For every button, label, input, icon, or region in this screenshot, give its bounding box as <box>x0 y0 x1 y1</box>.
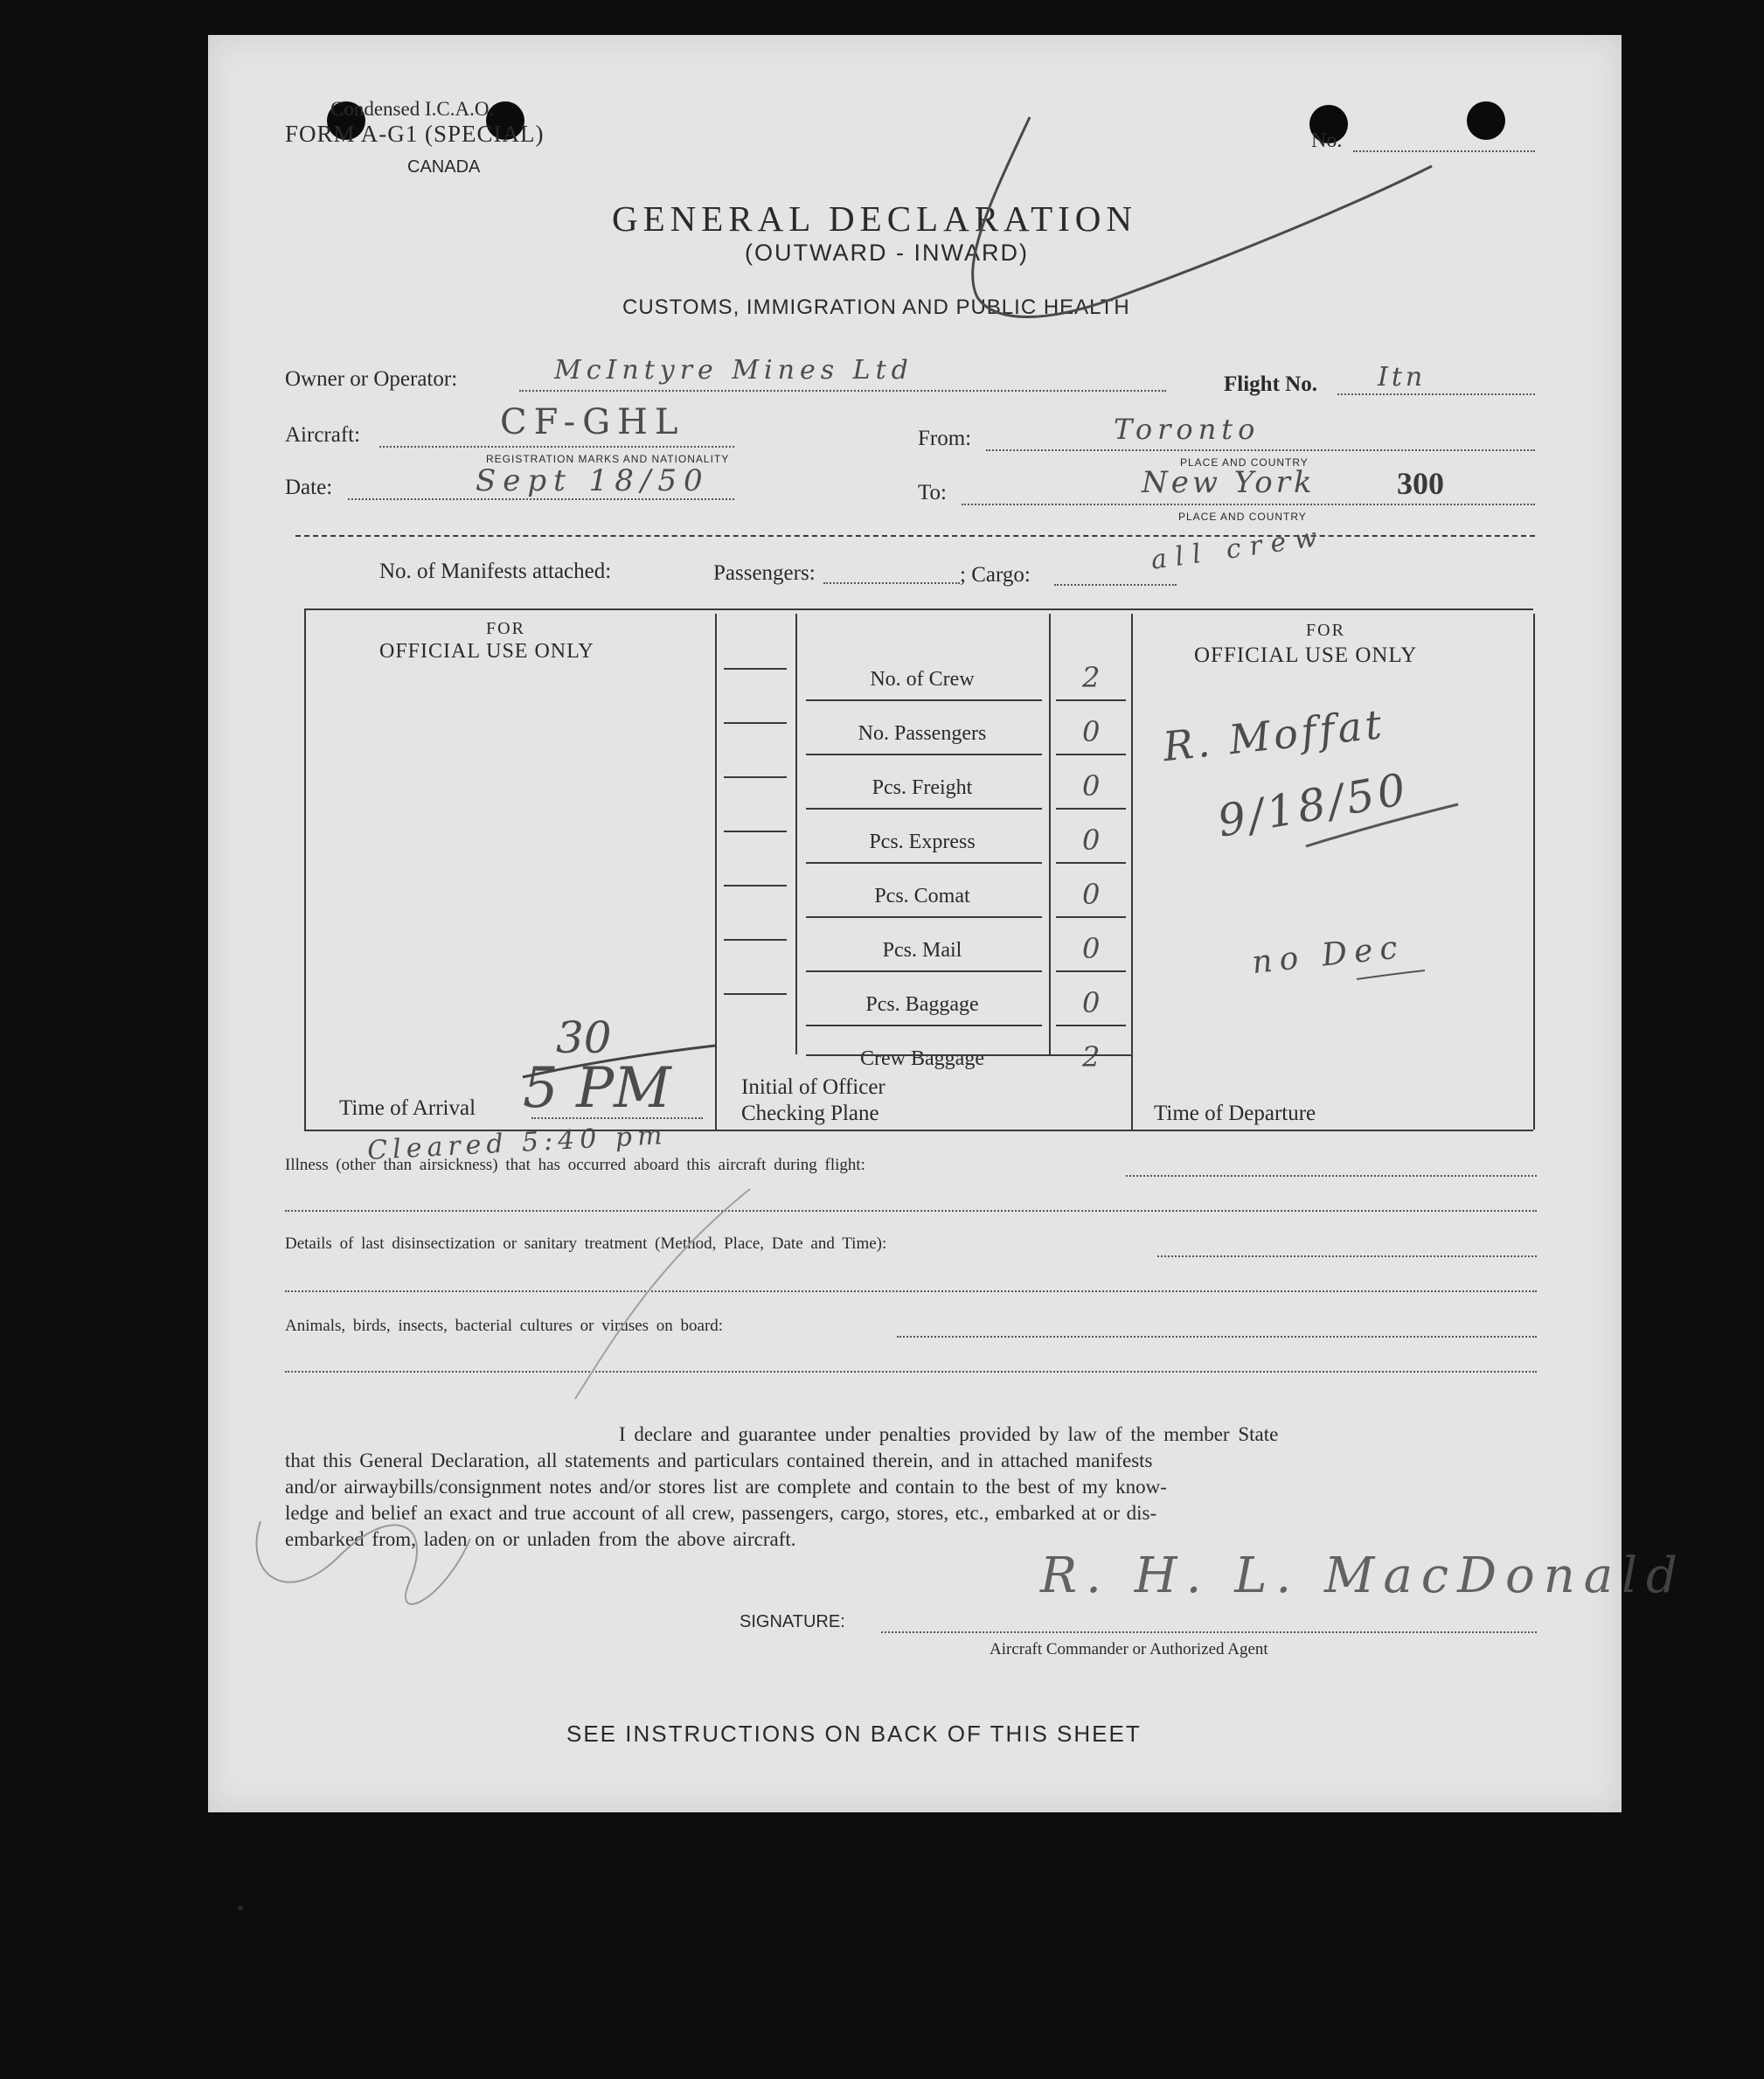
count-label: Pcs. Comat <box>874 885 970 907</box>
page-subtitle: (OUTWARD - INWARD) <box>745 240 1029 266</box>
animals-label: Animals, birds, insects, bacterial cultures or viruses on board: <box>285 1317 724 1335</box>
count-row-rule <box>806 862 1042 864</box>
count-label: No. of Crew <box>870 668 975 691</box>
value-row-rule <box>1056 699 1126 701</box>
value-row-rule <box>1056 862 1126 864</box>
date-label: Date: <box>285 476 333 499</box>
count-label: Pcs. Freight <box>872 776 973 799</box>
signature-label: SIGNATURE: <box>740 1612 845 1631</box>
official-left-for: FOR <box>486 619 525 638</box>
to-line <box>962 504 1535 505</box>
form-number-line <box>1353 150 1535 152</box>
manifests-note: all crew <box>1149 521 1328 576</box>
table-divider <box>1131 614 1133 1130</box>
disinsect-line-2 <box>285 1290 1537 1292</box>
blank-column-rule <box>724 993 787 995</box>
signature-line <box>881 1631 1537 1633</box>
count-value: 2 <box>1082 661 1101 694</box>
form-number-label: No. <box>1311 129 1343 152</box>
header-divider <box>295 535 1535 537</box>
form-id-line2: FORM A-G1 (SPECIAL) <box>285 121 545 147</box>
table-border-left <box>304 608 306 1130</box>
blank-column-rule <box>724 776 787 778</box>
to-stamp: 300 <box>1397 466 1444 501</box>
to-label: To: <box>918 481 947 504</box>
page-subheading: CUSTOMS, IMMIGRATION AND PUBLIC HEALTH <box>622 296 1130 319</box>
official-right-for: FOR <box>1306 621 1345 640</box>
table-top-border <box>304 608 1533 610</box>
form-country: CANADA <box>407 157 481 177</box>
disinsect-label: Details of last disinsectization or sanitary treatment (Method, Place, Date and Time): <box>285 1234 887 1253</box>
count-row-rule <box>806 754 1042 755</box>
aircraft-line <box>379 446 734 448</box>
count-value: 0 <box>1082 769 1101 803</box>
count-value: 0 <box>1082 986 1101 1019</box>
official-left-title: OFFICIAL USE ONLY <box>379 640 594 663</box>
value-row-rule <box>1056 808 1126 810</box>
to-caption: PLACE AND COUNTRY <box>1178 511 1307 523</box>
owner-label: Owner or Operator: <box>285 367 458 391</box>
count-label: Pcs. Mail <box>882 939 962 962</box>
count-label: Pcs. Baggage <box>865 993 979 1016</box>
official-signature-note: R. Moffat <box>1160 699 1387 771</box>
footer-instructions: SEE INSTRUCTIONS ON BACK OF THIS SHEET <box>566 1721 1142 1747</box>
count-label: Pcs. Express <box>869 831 976 853</box>
checking-plane-label: Checking Plane <box>741 1102 879 1125</box>
manifests-cargo-label: ; Cargo: <box>960 563 1031 587</box>
illness-label: Illness (other than airsickness) that has occurred aboard this aircraft during flight: <box>285 1156 865 1174</box>
count-row-rule <box>806 970 1042 972</box>
aircraft-caption: REGISTRATION MARKS AND NATIONALITY <box>486 453 730 465</box>
blank-column-rule <box>724 885 787 887</box>
aircraft-label: Aircraft: <box>285 423 361 447</box>
page-title: GENERAL DECLARATION <box>612 198 1138 239</box>
note-underline <box>1357 970 1425 979</box>
faint-diagonal-scrawl <box>575 1189 750 1399</box>
official-date-note: 9/18/50 <box>1213 763 1413 847</box>
table-divider <box>1049 614 1051 1054</box>
value-row-rule <box>1056 970 1126 972</box>
signature-caption: Aircraft Commander or Authorized Agent <box>990 1640 1268 1658</box>
official-right-title: OFFICIAL USE ONLY <box>1194 643 1418 667</box>
form-id-line1: Condensed I.C.A.O. <box>330 98 495 120</box>
value-row-rule <box>1056 754 1126 755</box>
manifests-passengers-label: Passengers: <box>713 561 816 585</box>
count-value: 0 <box>1082 932 1101 965</box>
signature-value: R. H. L. MacDonald <box>1040 1547 1686 1604</box>
count-label: Crew Baggage <box>860 1047 984 1070</box>
disinsect-line <box>1157 1255 1537 1257</box>
illness-line <box>1126 1175 1537 1177</box>
count-row-rule <box>806 916 1042 918</box>
date-value: Sept 18/50 <box>476 463 710 498</box>
flight-label: Flight No. <box>1224 372 1317 396</box>
arrival-line <box>531 1117 703 1119</box>
arrival-value: 5 PM <box>523 1056 671 1121</box>
manifests-label: No. of Manifests attached: <box>379 560 612 583</box>
owner-value: McIntyre Mines Ltd <box>554 355 913 386</box>
declaration-line: and/or airwaybills/consignment notes and/or stores list are complete and contain to the best of my know- <box>285 1476 1167 1498</box>
scan-speck <box>238 1906 243 1910</box>
from-line <box>986 449 1535 451</box>
manifests-passengers-line <box>823 582 960 584</box>
table-border-right <box>1533 614 1535 1130</box>
count-value: 2 <box>1082 1040 1101 1074</box>
declaration-line: embarked from, laden on or unladen from the above aircraft. <box>285 1528 796 1550</box>
illness-line-2 <box>285 1210 1537 1212</box>
flight-value: Itn <box>1378 362 1427 393</box>
count-row-rule <box>806 1025 1042 1026</box>
count-label: No. Passengers <box>858 722 987 745</box>
arrival-minutes: 30 <box>556 1012 612 1063</box>
animals-line-2 <box>285 1371 1537 1373</box>
blank-column-rule <box>724 939 787 941</box>
count-row-rule <box>806 1054 1131 1056</box>
official-note2: no Dec <box>1250 928 1406 982</box>
animals-line <box>897 1336 1537 1338</box>
value-row-rule <box>1056 916 1126 918</box>
count-value: 0 <box>1082 715 1101 748</box>
count-value: 0 <box>1082 824 1101 857</box>
departure-label: Time of Departure <box>1154 1102 1316 1125</box>
count-row-rule <box>806 808 1042 810</box>
cleared-note: Cleared 5:40 pm <box>366 1120 669 1166</box>
owner-line <box>519 390 1166 392</box>
date-line <box>348 498 734 500</box>
count-value: 0 <box>1082 878 1101 911</box>
declaration-line: I declare and guarantee under penalties provided by law of the member State <box>619 1423 1279 1445</box>
blank-column-rule <box>724 668 787 670</box>
from-value: Toronto <box>1114 413 1260 446</box>
declaration-line: ledge and belief an exact and true account of all crew, passengers, cargo, stores, etc., embarked at or dis- <box>285 1502 1157 1524</box>
flight-line <box>1337 393 1535 395</box>
manifests-cargo-line <box>1054 584 1177 586</box>
declaration-form <box>208 35 1686 1812</box>
initial-officer-label: Initial of Officer <box>741 1075 885 1099</box>
count-row-rule <box>806 699 1042 701</box>
aircraft-value: CF-GHL <box>500 402 685 442</box>
punch-hole <box>1467 101 1505 140</box>
table-divider <box>715 614 717 1130</box>
value-row-rule <box>1056 1025 1126 1026</box>
blank-column-rule <box>724 831 787 832</box>
blank-column-rule <box>724 722 787 724</box>
declaration-line: that this General Declaration, all statements and particulars contained therein, and in attached manifests <box>285 1450 1153 1471</box>
from-caption: PLACE AND COUNTRY <box>1180 456 1309 469</box>
to-value: New York <box>1142 465 1316 500</box>
arrival-label: Time of Arrival <box>339 1096 476 1120</box>
table-divider <box>795 614 797 1054</box>
from-label: From: <box>918 427 972 450</box>
